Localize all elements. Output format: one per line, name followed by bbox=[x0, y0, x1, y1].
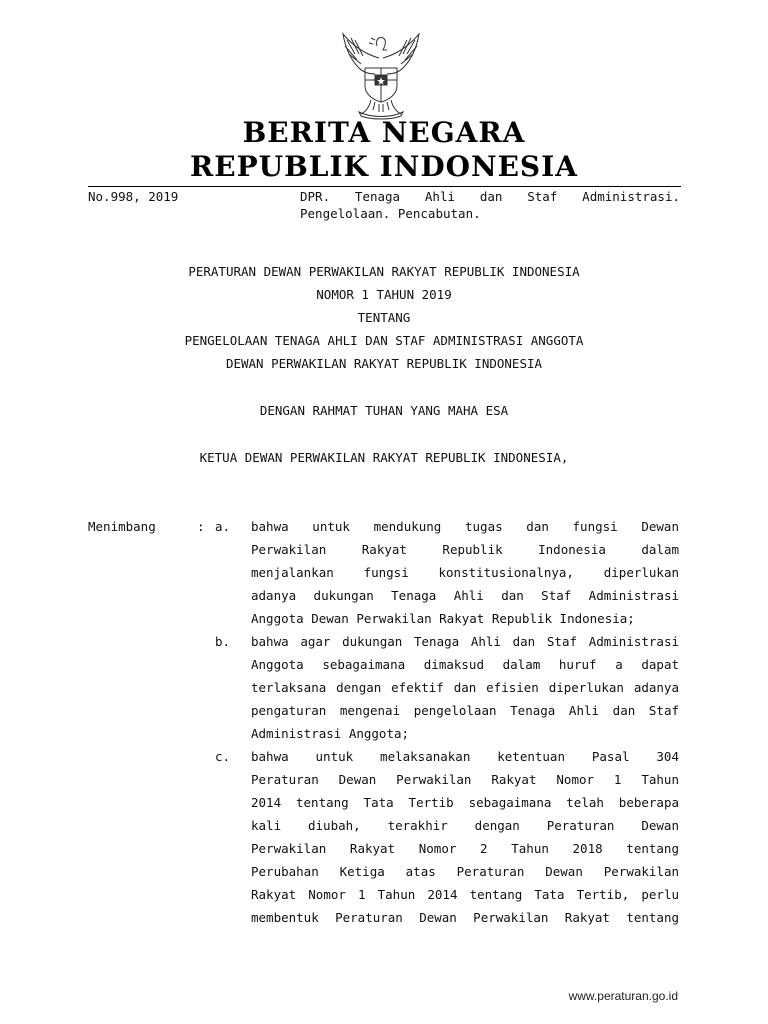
item-line: Anggota Dewan Perwakilan Rakyat Republik Indonesia; bbox=[251, 611, 635, 626]
item-line: bahwa agar dukungan Tenaga Ahli dan Staf Administrasi bbox=[251, 634, 679, 649]
issuing-authority: KETUA DEWAN PERWAKILAN RAKYAT REPUBLIK INDONESIA, bbox=[199, 450, 569, 465]
item-line: Administrasi Anggota; bbox=[251, 726, 410, 741]
consideration-item-c bbox=[251, 745, 679, 929]
item-line: Anggota sebagaimana dimaksud dalam huruf a dapat bbox=[251, 657, 679, 672]
item-line: Perwakilan Rakyat Republik Indonesia dalam bbox=[251, 542, 679, 557]
garuda-emblem-icon bbox=[335, 28, 427, 120]
gazette-subject-line: Pengelolaan. Pencabutan. bbox=[300, 206, 481, 221]
item-line: Perubahan Ketiga atas Peraturan Dewan Perwakilan bbox=[251, 864, 679, 879]
item-line: pengaturan mengenai pengelolaan Tenaga Ahli dan Staf bbox=[251, 703, 679, 718]
item-line: adanya dukungan Tenaga Ahli dan Staf Administrasi bbox=[251, 588, 679, 603]
item-letter: a. bbox=[215, 519, 231, 534]
masthead-title: BERITA NEGARA bbox=[242, 116, 526, 149]
item-line: bahwa untuk melaksanakan ketentuan Pasal 304 bbox=[251, 749, 679, 764]
consideration-item-a bbox=[251, 515, 679, 630]
gazette-subject bbox=[300, 188, 680, 222]
item-line: menjalankan fungsi konstitusionalnya, diperlukan bbox=[251, 565, 679, 580]
item-line: terlaksana dengan efektif dan efisien diperlukan adanya bbox=[251, 680, 679, 695]
invocation: DENGAN RAHMAT TUHAN YANG MAHA ESA bbox=[259, 403, 509, 418]
footer-website-link[interactable]: www.peraturan.go.id bbox=[568, 989, 678, 1003]
item-letter: c. bbox=[215, 749, 231, 764]
considerations-label: Menimbang bbox=[88, 519, 156, 534]
item-line: Perwakilan Rakyat Nomor 2 Tahun 2018 tentang bbox=[251, 841, 679, 856]
gazette-subject-line: DPR. Tenaga Ahli dan Staf Administrasi. bbox=[300, 189, 680, 204]
item-line: Peraturan Dewan Perwakilan Rakyat Nomor 1 Tahun bbox=[251, 772, 679, 787]
regulation-subject-line: DEWAN PERWAKILAN RAKYAT REPUBLIK INDONESIA bbox=[225, 356, 543, 371]
masthead-subtitle: REPUBLIK INDONESIA bbox=[190, 150, 578, 183]
item-letter: b. bbox=[215, 634, 231, 649]
item-line: bahwa untuk mendukung tugas dan fungsi Dewan bbox=[251, 519, 679, 534]
regulation-about: TENTANG bbox=[357, 310, 411, 325]
considerations-colon: : bbox=[197, 519, 205, 534]
regulation-number: NOMOR 1 TAHUN 2019 bbox=[316, 287, 452, 302]
regulation-title-line: PERATURAN DEWAN PERWAKILAN RAKYAT REPUBLIK INDONESIA bbox=[188, 264, 580, 279]
regulation-subject-line: PENGELOLAAN TENAGA AHLI DAN STAF ADMINISTRASI ANGGOTA bbox=[184, 333, 584, 348]
masthead-divider bbox=[88, 186, 681, 187]
gazette-number: No.998, 2019 bbox=[88, 189, 179, 204]
consideration-item-b bbox=[251, 630, 679, 745]
item-line: membentuk Peraturan Dewan Perwakilan Rakyat tentang bbox=[251, 910, 679, 925]
item-line: 2014 tentang Tata Tertib sebagaimana telah beberapa bbox=[251, 795, 679, 810]
item-line: Rakyat Nomor 1 Tahun 2014 tentang Tata Tertib, perlu bbox=[251, 887, 679, 902]
item-line: kali diubah, terakhir dengan Peraturan Dewan bbox=[251, 818, 679, 833]
